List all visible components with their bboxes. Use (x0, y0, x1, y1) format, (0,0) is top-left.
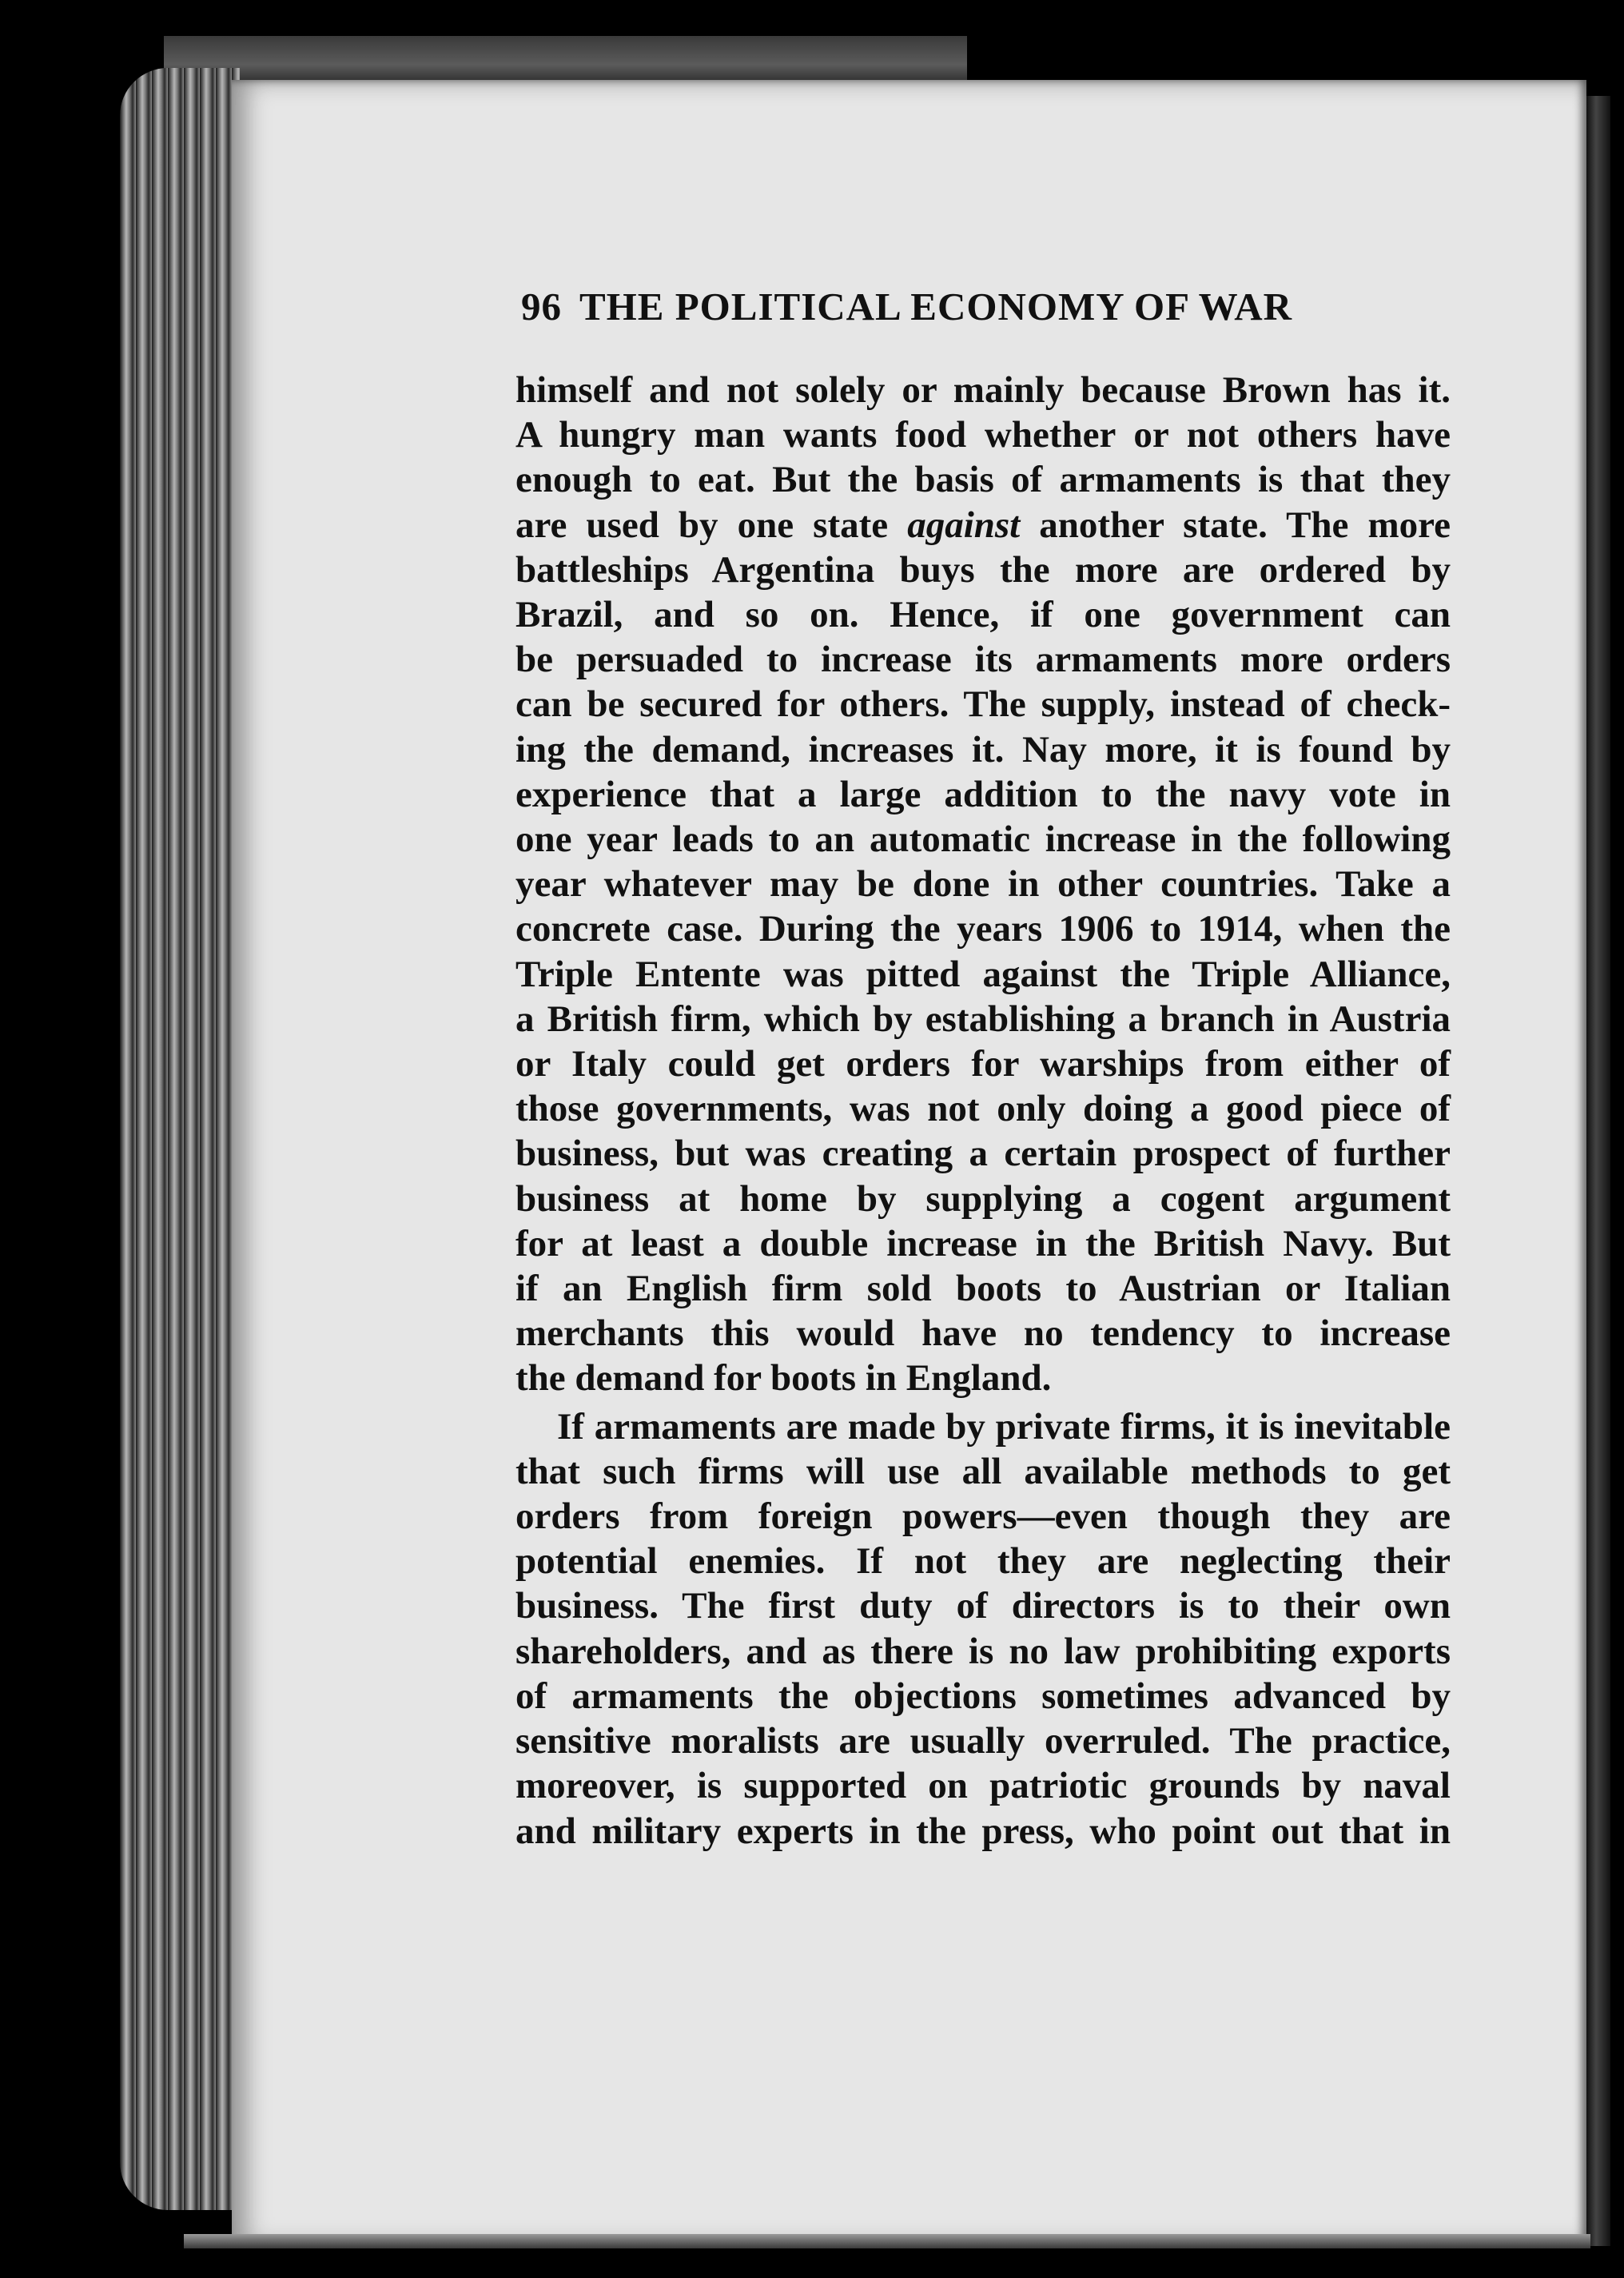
top-page-strip (164, 36, 967, 84)
text-line: one year leads to an automatic increase in the following (515, 818, 1451, 861)
text-line: those governments, was not only doing a good piece of (515, 1088, 1451, 1130)
text-line: of armaments the objections sometimes advanced by (515, 1675, 1451, 1717)
text-line: be persuaded to increase its armaments more orders (515, 639, 1451, 681)
text-line: orders from foreign powers—even though they are (515, 1495, 1451, 1538)
text-line: and military experts in the press, who point out that in (515, 1810, 1451, 1852)
running-title: THE POLITICAL ECONOMY OF WAR (579, 285, 1292, 329)
running-header (521, 284, 1384, 332)
text-line: Triple Entente was pitted against the Triple Alliance, (515, 953, 1451, 995)
text-line: shareholders, and as there is no law prohibiting exports (515, 1630, 1451, 1672)
text-line: business at home by supplying a cogent argument (515, 1177, 1451, 1220)
text-line: himself and not solely or mainly because Brown has it. (515, 369, 1451, 411)
text-line-with-italic (515, 503, 1451, 548)
text-segment: another state. The more (1020, 504, 1451, 546)
page-number: 96 (521, 285, 562, 329)
text-line: If armaments are made by private firms, it is inevitable (557, 1405, 1451, 1448)
text-line: for at least a double increase in the British Navy. But (515, 1222, 1451, 1264)
right-page-edge (1586, 96, 1610, 2246)
text-segment: are used by one state (515, 504, 908, 546)
text-line: experience that a large addition to the navy vote in (515, 773, 1451, 815)
text-line: Brazil, and so on. Hence, if one government can (515, 594, 1451, 636)
text-line: that such firms will use all available methods to get (515, 1450, 1451, 1492)
text-line: A hungry man wants food whether or not others have (515, 414, 1451, 456)
body-text (515, 368, 1451, 1854)
text-line: merchants this would have no tendency to increase (515, 1312, 1451, 1355)
text-line: the demand for boots in England. (515, 1357, 1052, 1400)
text-line: enough to eat. But the basis of armaments is that they (515, 459, 1451, 501)
italic-word: against (907, 504, 1021, 546)
text-line: if an English firm sold boots to Austrian or Italian (515, 1268, 1451, 1310)
text-line: can be secured for others. The supply, instead of check- (515, 683, 1451, 726)
text-line: business, but was creating a certain prospect of further (515, 1133, 1451, 1175)
text-line: or Italy could get orders for warships from either of (515, 1043, 1451, 1085)
text-line: moreover, is supported on patriotic grounds by naval (515, 1765, 1451, 1807)
text-line: sensitive moralists are usually overruled. The practice, (515, 1720, 1451, 1762)
text-line: ing the demand, increases it. Nay more, it is found by (515, 728, 1451, 771)
stacked-page-edges (120, 68, 240, 2210)
text-line: concrete case. During the years 1906 to 1914, when the (515, 908, 1451, 950)
text-line: a British firm, which by establishing a branch in Austria (515, 998, 1451, 1040)
bottom-page-edge (184, 2234, 1590, 2248)
text-line: battleships Argentina buys the more are ordered by (515, 548, 1451, 591)
text-line: year whatever may be done in other countries. Take a (515, 863, 1451, 906)
text-line: business. The first duty of directors is to their own (515, 1585, 1451, 1627)
text-line: potential enemies. If not they are neglecting their (515, 1540, 1451, 1583)
